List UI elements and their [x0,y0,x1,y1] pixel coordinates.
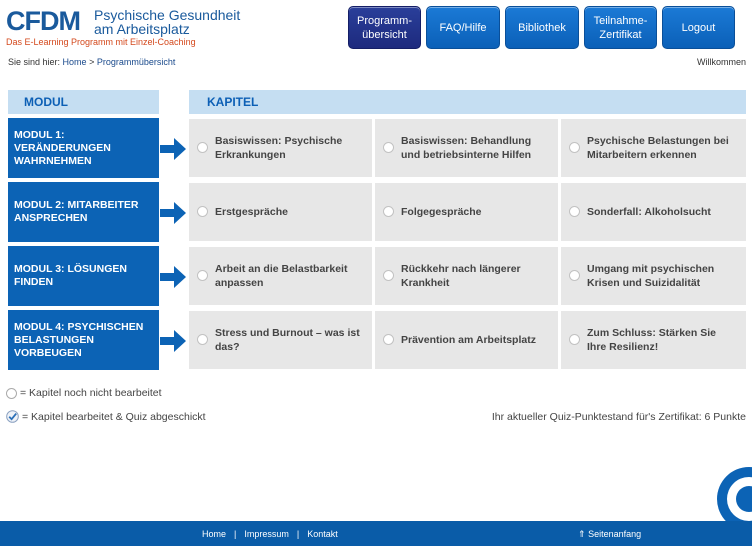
footer-impressum-link[interactable]: Impressum [244,529,289,539]
radio-empty-icon [383,334,394,345]
footer-kontakt-link[interactable]: Kontakt [307,529,338,539]
footer-sep: | [296,529,300,539]
chapter-label: Stress und Burnout – was ist das? [215,327,360,353]
nav-label: Programm- [356,14,412,27]
chapter-cell[interactable] [375,183,558,241]
chapter-label: Psychische Belastungen bei Mitarbeitern erkennen [587,135,729,161]
chapter-label: Sonderfall: Alkoholsucht [587,206,711,218]
breadcrumb-current-link[interactable]: Programmübersicht [96,57,176,67]
chapter-cell[interactable] [561,183,746,241]
breadcrumb-sep: > [89,57,95,67]
breadcrumb-prefix: Sie sind hier: [8,57,61,67]
nav-programmuebersicht-button[interactable] [348,6,421,49]
chapter-cell[interactable] [189,183,372,241]
header [0,0,752,56]
nav-label: FAQ/Hilfe [439,21,487,34]
nav-label: übersicht [362,28,407,41]
chapter-label: Basiswissen: Behandlung und betriebsinterne Hilfen [401,135,532,161]
logo-subtitle: Das E-Learning Programm mit Einzel-Coaching [6,37,196,47]
footer-home-link[interactable]: Home [202,529,227,539]
module-2 [8,182,159,242]
nav-label: Zertifikat [599,28,642,41]
logo-mark: CFDM [6,6,80,36]
chapter-cell[interactable] [375,247,558,305]
footer-links [202,529,338,539]
chapter-label: Zum Schluss: Stärken Sie Ihre Resilienz! [587,327,716,353]
chapter-cell[interactable] [189,119,372,177]
scroll-top-link[interactable] [578,529,641,540]
radio-empty-icon [569,334,580,345]
modul-column-header: MODUL [8,90,159,114]
chapter-label: Rückkehr nach längerer Krankheit [401,263,521,289]
radio-checked-icon [6,410,19,423]
nav-bibliothek-button[interactable] [505,6,579,49]
arrow-right-icon [160,330,186,352]
radio-empty-icon [6,388,17,399]
logo-title-line1: Psychische Gesundheit [94,7,241,23]
welcome-text: Willkommen [696,57,746,67]
radio-empty-icon [383,206,394,217]
nav-faq-button[interactable] [426,6,500,49]
radio-empty-icon [569,206,580,217]
chapter-cell[interactable] [375,119,558,177]
chapter-label: Erstgespräche [215,206,288,218]
chapter-cell[interactable] [561,311,746,369]
radio-empty-icon [197,270,208,281]
radio-empty-icon [569,270,580,281]
chapter-label: Basiswissen: Psychische Erkrankungen [215,135,343,161]
chapter-cell[interactable] [561,247,746,305]
module-4 [8,310,159,370]
radio-empty-icon [383,270,394,281]
radio-empty-icon [197,334,208,345]
module-label: MODUL 4: PSYCHISCHEN BELASTUNGEN VORBEUGEN [14,320,144,359]
module-3 [8,246,159,306]
chapter-cell[interactable] [189,247,372,305]
radio-empty-icon [197,142,208,153]
arrow-right-icon [160,138,186,160]
chapter-label: Folgegespräche [401,206,482,218]
arrow-right-icon [160,266,186,288]
quiz-score: Ihr aktueller Quiz-Punktestand für's Zertifikat: 6 Punkte [491,411,746,423]
chapter-cell[interactable] [375,311,558,369]
module-label: MODUL 2: MITARBEITER ANSPRECHEN [14,199,139,224]
arrow-up-icon: ⇑ [578,529,586,539]
kapitel-column-header: KAPITEL [189,90,746,114]
radio-empty-icon [569,142,580,153]
nav-zertifikat-button[interactable] [584,6,657,49]
footer [0,521,752,546]
module-label: MODUL 3: LÖSUNGEN FINDEN [14,263,127,288]
footer-sep: | [234,529,237,539]
legend-done [6,410,206,423]
legend-not-done-label: = Kapitel noch nicht bearbeitet [20,387,162,399]
breadcrumb [8,57,175,67]
chapter-label: Umgang mit psychischen Krisen und Suizidalität [587,263,715,289]
main-nav [348,6,735,49]
arrow-right-icon [160,202,186,224]
nav-logout-button[interactable] [662,6,735,49]
logo-title [94,8,254,36]
scroll-top-label: Seitenanfang [588,529,642,539]
radio-empty-icon [197,206,208,217]
legend-done-label: = Kapitel bearbeitet & Quiz abgeschickt [22,410,206,423]
radio-empty-icon [383,142,394,153]
chapter-label: Prävention am Arbeitsplatz [401,334,536,346]
chapter-cell[interactable] [189,311,372,369]
nav-label: Logout [681,21,716,34]
legend-not-done [6,387,162,399]
chapter-cell[interactable] [561,119,746,177]
breadcrumb-home-link[interactable]: Home [62,57,87,67]
module-1 [8,118,159,178]
chapter-label: Arbeit an die Belastbarkeit anpassen [215,263,348,289]
module-label: MODUL 1: VERÄNDERUNGEN WAHRNEHMEN [14,128,111,167]
nav-label: Teilnahme- [593,14,648,27]
logo[interactable] [6,6,241,47]
nav-label: Bibliothek [518,21,566,34]
logo-title-line2: am Arbeitsplatz [94,21,190,37]
